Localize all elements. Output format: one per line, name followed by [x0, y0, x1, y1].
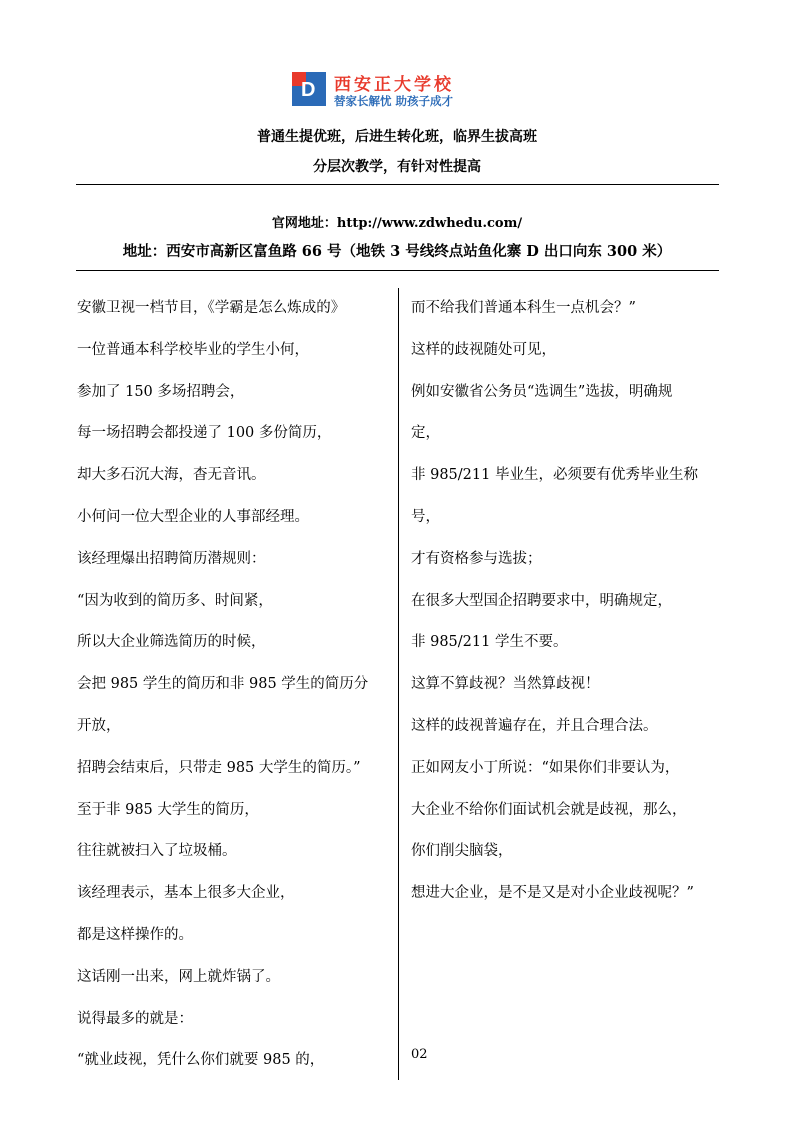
text-line: 大企业不给你们面试机会就是歧视，那么， — [411, 801, 687, 818]
text-line: 说得最多的就是： — [77, 1010, 193, 1027]
logo-title: 西安正大学校 — [334, 75, 454, 95]
logo-mark-icon — [292, 72, 326, 106]
text-line: 例如安徽省公务员“选调生”选拔，明确规 — [411, 383, 673, 400]
text-line: 非 985/211 毕业生，必须要有优秀毕业生称 — [411, 467, 698, 484]
text-line: 定， — [411, 425, 440, 442]
text-line: 所以大企业筛选简历的时候， — [77, 634, 266, 651]
text-line: 参加了 150 多场招聘会， — [77, 383, 245, 400]
text-line: 往往就被扫入了垃圾桶。 — [77, 843, 237, 860]
left-column — [77, 288, 387, 1082]
column-divider — [398, 288, 399, 1080]
text-line: 却大多石沉大海，杳无音讯。 — [77, 467, 266, 484]
website-line: 官网地址：http://www.zdwhedu.com/ — [271, 216, 523, 231]
header-divider — [76, 184, 719, 185]
text-line: 才有资格参与选拔； — [411, 550, 542, 567]
text-line: 正如网友小丁所说：“如果你们非要认为， — [411, 759, 680, 776]
header-line-2: 分层次教学，有针对性提高 — [313, 159, 481, 175]
text-line: 这算不算歧视？当然算歧视！ — [411, 676, 600, 693]
text-line: “因为收到的简历多、时间紧， — [77, 592, 273, 609]
text-line: 小何问一位大型企业的人事部经理。 — [77, 508, 309, 525]
logo-subtitle: 替家长解忧 助孩子成才 — [334, 94, 454, 108]
text-line: 开放， — [77, 717, 121, 734]
address-line: 地址：西安市高新区富鱼路 66 号（地铁 3 号线终点站鱼化寨 D 出口向东 300 米） — [122, 243, 672, 260]
right-column — [411, 288, 721, 915]
text-line: 每一场招聘会都投递了 100 多份简历， — [77, 425, 332, 442]
text-line: “就业歧视，凭什么你们就要 985 的， — [77, 1052, 325, 1069]
header-line-1: 普通生提优班，后进生转化班，临界生拔高班 — [257, 129, 537, 145]
text-line: 都是这样操作的。 — [77, 926, 193, 943]
text-line: 在很多大型国企招聘要求中，明确规定， — [411, 592, 672, 609]
school-logo — [292, 72, 492, 110]
text-line: 会把 985 学生的简历和非 985 学生的简历分 — [77, 676, 369, 693]
text-line: 该经理表示，基本上很多大企业， — [77, 885, 295, 902]
text-line: 招聘会结束后，只带走 985 大学生的简历。” — [77, 759, 361, 776]
text-line: 想进大企业，是不是又是对小企业歧视呢？” — [411, 885, 694, 902]
logo-letter: D — [301, 79, 316, 101]
text-line: 至于非 985 大学生的简历， — [77, 801, 259, 818]
text-line: 该经理爆出招聘简历潜规则： — [77, 550, 266, 567]
text-line: 而不给我们普通本科生一点机会？” — [411, 300, 636, 316]
text-line: 一位普通本科学校毕业的学生小何， — [77, 341, 309, 358]
text-line: 非 985/211 学生不要。 — [411, 634, 568, 651]
text-line: 你们削尖脑袋， — [411, 843, 513, 860]
text-line: 这话刚一出来，网上就炸锅了。 — [77, 968, 280, 985]
text-line: 号， — [411, 508, 440, 525]
text-line: 这样的歧视普遍存在，并且合理合法。 — [411, 717, 658, 734]
text-line: 安徽卫视一档节目，《学霸是怎么炼成的》 — [77, 300, 346, 316]
text-line: 这样的歧视随处可见， — [411, 341, 556, 358]
address-divider — [76, 270, 719, 271]
page-number: 02 — [411, 1047, 428, 1062]
